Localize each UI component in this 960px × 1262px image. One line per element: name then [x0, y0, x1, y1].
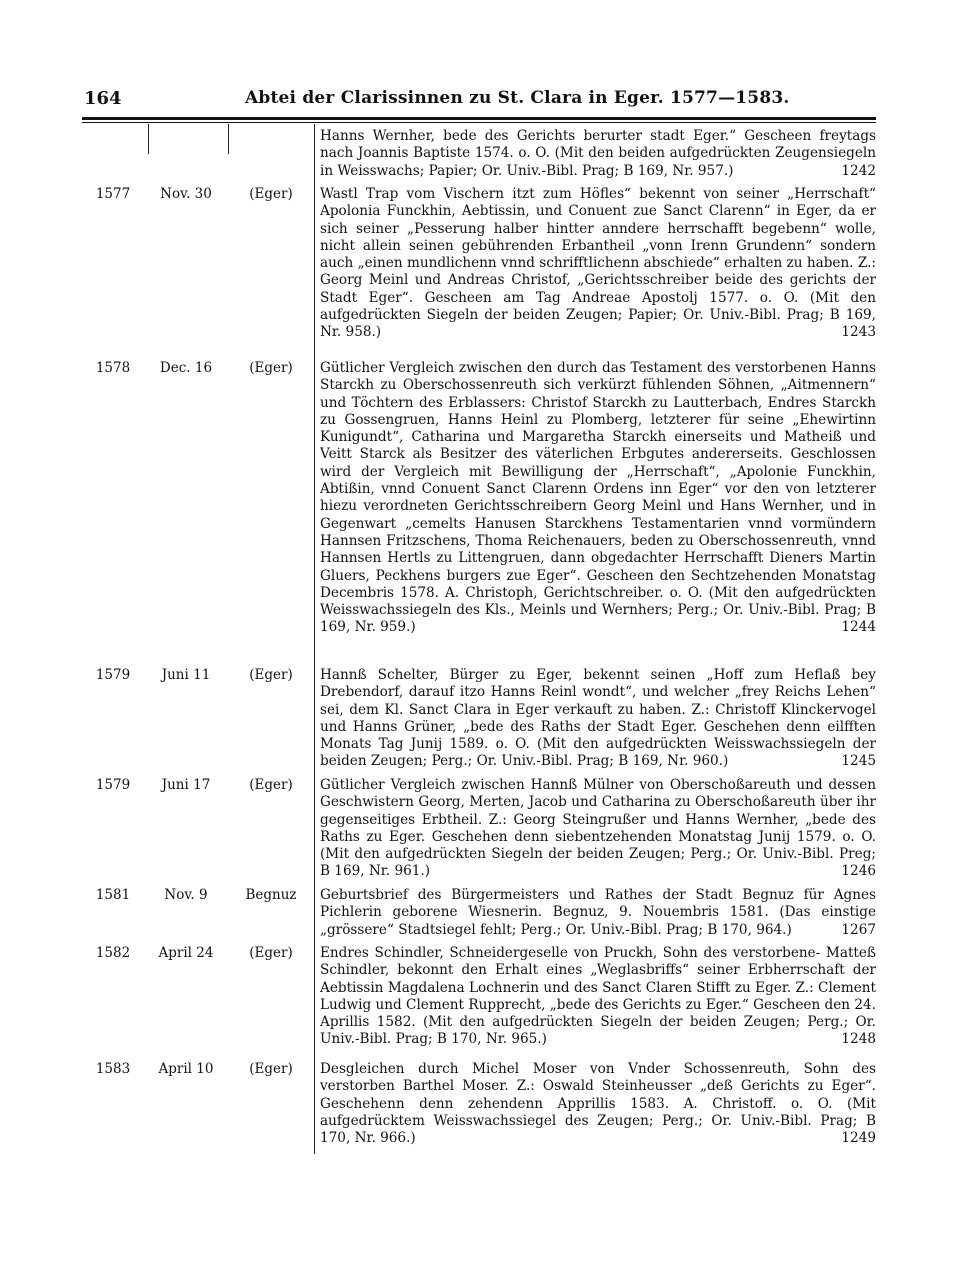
entry-place: (Eger) — [249, 360, 293, 376]
entry-place: Begnuz — [245, 887, 297, 903]
entry-number: 1248 — [841, 1031, 876, 1048]
entry-text — [320, 667, 876, 771]
register-entry — [82, 128, 878, 186]
entry-year: 1578 — [95, 360, 131, 376]
entry-body: Gütlicher Vergleich zwischen den durch das Testament des verstorbenen Hanns Starckh zu Oberschossenreuth sich verkürzt fühlenden Söhnen, „Aitmennern“ und Töchtern des Erblassers: Christof Starckh zu Lautterbach, Endres Starckh zu Gossengruen, Hanns Heinl zu Plomberg, letzterer für seine „Ehewirtinn Kunigundt“, Catharina und Margaretha Starckh einerseits und Matheiß und Veitt Starck als Besitzer des väterlichen Erbgutes andererseits. Geschlossen wird der Vergleich mit Bewilligung der „Herrschaft“, „Apolonie Funckhin, Abtißin, vnnd Conuent Sanct Clarenn Ordens inn Eger“ vor den von letzterer hiezu verordneten Gerichtsschreibern Georg Meinl und Hans Wernher, und in Gegenwart „cemelts Hanusen Starckhens Testamentarien vnnd vormündern Hannsen Fritzschens, Thoma Reichenauers, beden zu Oberschossenreuth, vnnd Hannsen Hertls zu Littengruen, dann obgedachter Herrschafft Dieners Martin Gluers, Peckhens burgers zue Eger“. Gescheen den Sechtzehenden Monatstag Decembris 1578. A. Christoph, Gerichtschreiber. o. O. (Mit den aufgedrückten Weisswachssiegeln des Kls., Meinls und Wernhers; Perg.; Or. Univ.-Bibl. Prag; B 169, Nr. 959.) — [320, 360, 876, 636]
register-entries — [82, 128, 878, 1157]
entry-body: Hanns Wernher, bede des Gerichts berurter stadt Eger.“ Gescheen freytags nach Joannis Baptiste 1574. o. O. (Mit den beiden aufgedrückten Zeugensiegeln in Weisswachs; Papier; Or. Univ.-Bibl. Prag; B 169, Nr. 957.) — [320, 128, 876, 179]
entry-number: 1243 — [841, 324, 876, 341]
entry-text — [320, 945, 876, 1049]
entry-date: Juni 11 — [161, 667, 211, 683]
register-entry — [82, 360, 878, 667]
entry-year: 1579 — [95, 667, 131, 683]
entry-year: 1582 — [95, 945, 131, 961]
entry-text — [320, 777, 876, 881]
running-title: Abtei der Clarissinnen zu St. Clara in Eger. 1577—1583. — [245, 88, 790, 108]
entry-text — [320, 887, 876, 939]
entry-date: Juni 17 — [161, 777, 211, 793]
register-entry — [82, 1061, 878, 1157]
entry-body: Geburtsbrief des Bürgermeisters und Rathes der Stadt Begnuz für Agnes Pichlerin geborene Wiesnerin. Begnuz, 9. Nouembris 1581. (Das einstige „grössere“ Stadtsiegel fehlt; Perg.; Or. Univ.-Bibl. Prag; B 170, 964.) — [320, 887, 876, 938]
entry-year: 1579 — [95, 777, 131, 793]
entry-body: Gütlicher Vergleich zwischen Hannß Mülner von Oberschoßareuth und dessen Geschwistern Georg, Merten, Jacob und Catharina zu Oberschoßareuth über ihr gegenseitiges Erbtheil. Z.: Georg Steingrußer und Hanns Wernher, „bede des Raths zu Eger. Geschehen denn siebentzehenden Monatstag Junij 1579. o. O. (Mit den aufgedrückten Siegeln der beiden Zeugen; Perg.; Or. Univ.-Bibl. Preg; B 169, Nr. 961.) — [320, 777, 876, 880]
header-rule-thin — [82, 122, 876, 123]
entry-date: Nov. 9 — [164, 887, 208, 903]
entry-place: (Eger) — [249, 1061, 293, 1077]
entry-year: 1583 — [95, 1061, 131, 1077]
register-entry — [82, 777, 878, 887]
entry-date: April 10 — [158, 1061, 214, 1077]
entry-text — [320, 128, 876, 180]
entry-year: 1577 — [95, 186, 131, 202]
entry-body: Endres Schindler, Schneidergeselle von Pruckh, Sohn des verstorbene- Matteß Schindler, bekonnt den Erhalt eines „Weglasbriffs“ seiner Erbherrschaft der Aebtissin Magdalena Lochnerin und des Sanct Claren Stifft zu Eger. Z.: Clement Ludwig und Clement Rupprecht, „bede des Gerichts zu Eger.“ Gescheen den 24. Aprillis 1582. (Mit den aufgedrückten Siegeln der beiden Zeugen; Perg.; Or. Univ.-Bibl. Prag; B 170, Nr. 965.) — [320, 945, 876, 1048]
entry-text — [320, 186, 876, 342]
entry-number: 1244 — [841, 619, 876, 636]
entry-number: 1246 — [841, 863, 876, 880]
entry-date: Nov. 30 — [160, 186, 212, 202]
entry-text — [320, 360, 876, 637]
entry-body: Hannß Schelter, Bürger zu Eger, bekennt seinen „Hoff zum Heflaß bey Drebendorf, darauf itzo Hanns Reinl wondt“, und welcher „frey Reichs Lehen“ sei, dem Kl. Sanct Clara in Eger verkauft zu haben. Z.: Christoff Klinckervogel und Hanns Grüner, „bede des Raths der Stadt Eger. Geschehen denn eilfften Monats Tag Junij 1589. o. O. (Mit den aufgedrückten Weisswachssiegeln der beiden Zeugen; Perg.; Or. Univ.-Bibl. Prag; B 169, Nr. 960.) — [320, 667, 876, 770]
entry-year: 1581 — [95, 887, 131, 903]
register-entry — [82, 667, 878, 777]
entry-body: Desgleichen durch Michel Moser von Vnder Schossenreuth, Sohn des verstorben Barthel Moser. Z.: Oswald Steinheusser „deß Gerichts zu Eger“. Geschehenn denn zehendenn Apprillis 1583. A. Christoff. o. O. (Mit aufgedrücktem Weisswachssiegel des Zeugen; Perg.; Or. Univ.-Bibl. Prag; B 170, Nr. 966.) — [320, 1061, 876, 1147]
register-entry — [82, 887, 878, 945]
entry-place: (Eger) — [249, 777, 293, 793]
entry-body: Wastl Trap vom Vischern itzt zum Höfles“ bekennt von seiner „Herrschaft“ Apolonia Funckhin, Aebtissin, und Conuent zue Sanct Clarenn“ in Eger, da er sich seiner „Pesserung halber hintter anndere herrschafft begebenn“ wolle, nicht allein seinen gebührenden Erbantheil „vonn Irenn Grundenn“ sondern auch „einen mundlichenn vnnd schrifftlichenn abschiede“ erhalten zu haben. Z.: Georg Meinl und Andreas Christof, „Gerichtsschreiber beide des gerichts der Stadt Eger“. Gescheen am Tag Andreae Apostolj 1577. o. O. (Mit den aufgedrückten Siegeln der beiden Zeugen; Papier; Or. Univ.-Bibl. Prag; B 169, Nr. 958.) — [320, 186, 876, 341]
entry-date: Dec. 16 — [159, 360, 213, 376]
entry-number: 1267 — [841, 921, 876, 938]
entry-number: 1242 — [841, 162, 876, 179]
entry-place: (Eger) — [249, 667, 293, 683]
entry-number: 1249 — [841, 1130, 876, 1147]
entry-place: (Eger) — [249, 945, 293, 961]
entry-number: 1245 — [841, 753, 876, 770]
entry-date: April 24 — [158, 945, 214, 961]
entry-place: (Eger) — [249, 186, 293, 202]
header-rule-thick — [82, 117, 876, 120]
entry-text — [320, 1061, 876, 1147]
register-entry — [82, 945, 878, 1061]
register-entry — [82, 186, 878, 360]
page-number: 164 — [84, 88, 122, 109]
